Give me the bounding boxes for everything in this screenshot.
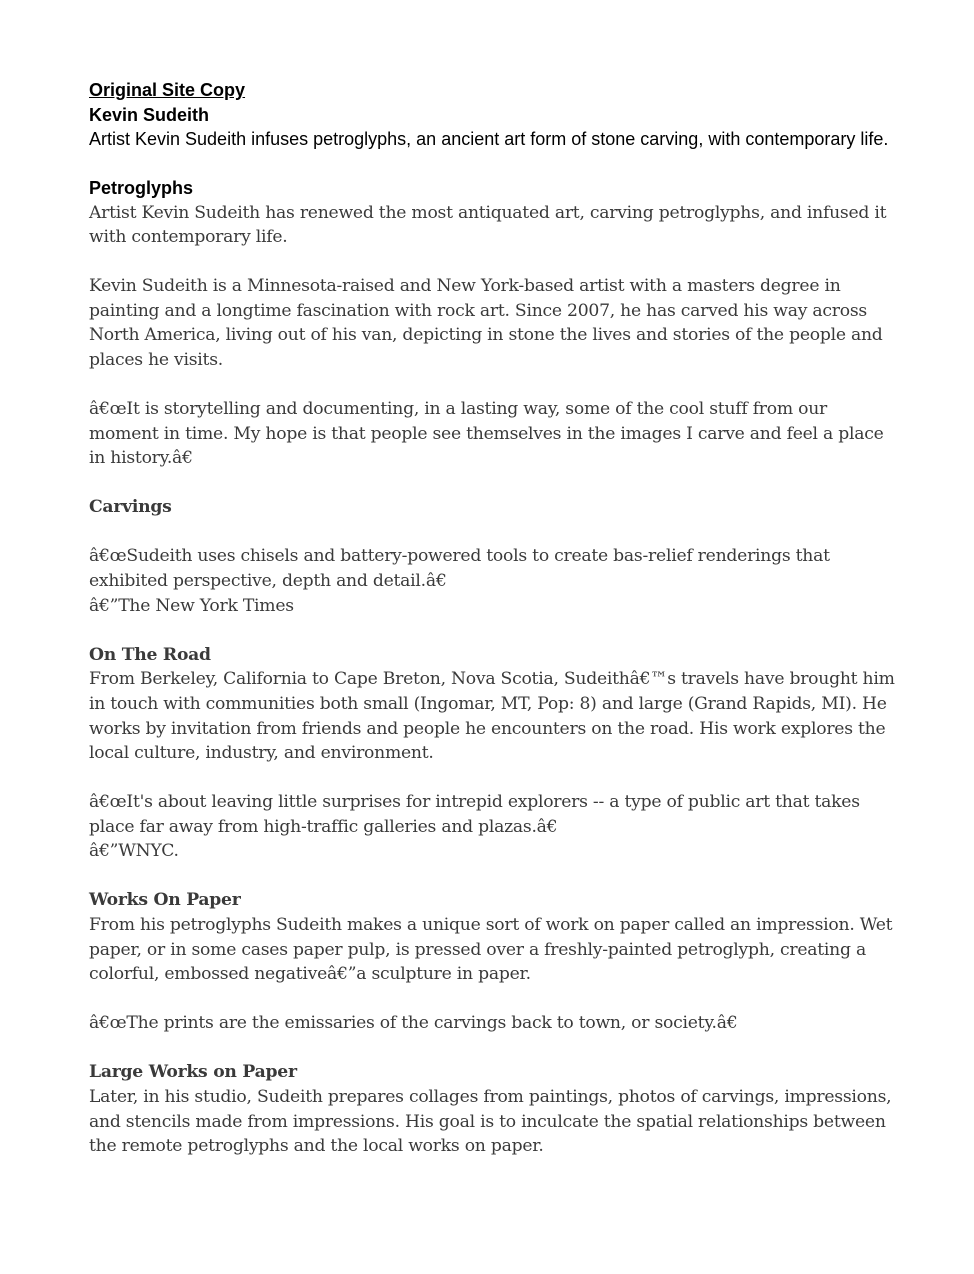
works-on-paper-quote: â€œThe prints are the emissaries of the carvings back to town, or society.â€: [89, 1013, 738, 1034]
works-on-paper-paragraph: From his petroglyphs Sudeith makes a unique sort of work on paper called an impression. Wet paper, or in some cases paper pulp, is pressed over a freshly-painted petroglyph, creating a colorful, embossed negativeâ€”a sculpture in paper.: [89, 915, 893, 985]
petroglyphs-paragraph-2: Kevin Sudeith is a Minnesota-raised and New York-based artist with a masters degree in painting and a longtime fascination with rock art. Since 2007, he has carved his way across North America, living out of his van, depicting in stone the lives and stories of the people and places he visits.: [89, 276, 883, 370]
petroglyphs-quote: â€œIt is storytelling and documenting, in a lasting way, some of the cool stuff from our moment in time. My hope is that people see themselves in the images I carve and feel a place in history.â€: [89, 399, 884, 469]
large-works-paragraph: Later, in his studio, Sudeith prepares collages from paintings, photos of carvings, impressions, and stencils made from impressions. His goal is to inculcate the spatial relationships between the remote petroglyphs and the local works on paper.: [89, 1087, 892, 1157]
on-the-road-paragraph: From Berkeley, California to Cape Breton, Nova Scotia, Sudeithâ€™s travels have brought him in touch with communities both small (Ingomar, MT, Pop: 8) and large (Grand Rapids, MI). He works by invitation from friends and people he encounters on the road. His work explores the local culture, industry, and environment.: [89, 669, 895, 764]
works-on-paper-heading: Works On Paper: [89, 890, 241, 911]
spacer: [89, 250, 899, 275]
spacer: [89, 520, 899, 545]
on-the-road-quote: â€œIt's about leaving little surprises for intrepid explorers -- a type of public art that takes place far away from high-traffic galleries and plazas.â€: [89, 792, 860, 837]
carvings-attribution: â€”The New York Times: [89, 595, 294, 616]
carvings-heading: Carvings: [89, 497, 172, 518]
document-page: [89, 78, 899, 1159]
spacer: [89, 1036, 899, 1061]
petroglyphs-paragraph-1: Artist Kevin Sudeith has renewed the most antiquated art, carving petroglyphs, and infused it with contemporary life.: [89, 202, 887, 248]
petroglyphs-heading: Petroglyphs: [89, 178, 194, 198]
carvings-quote: â€œSudeith uses chisels and battery-powered tools to create bas-relief renderings that exhibited perspective, depth and detail.â€: [89, 546, 830, 592]
tagline: Artist Kevin Sudeith infuses petroglyphs, an ancient art form of stone carving, with contemporary life.: [89, 129, 889, 149]
on-the-road-attribution: â€”WNYC.: [89, 841, 179, 862]
spacer: [89, 618, 899, 643]
spacer: [89, 152, 899, 177]
on-the-road-heading: On The Road: [89, 644, 211, 665]
artist-name: Kevin Sudeith: [89, 104, 210, 125]
spacer: [89, 864, 899, 889]
spacer: [89, 471, 899, 496]
large-works-heading: Large Works on Paper: [89, 1062, 297, 1083]
spacer: [89, 766, 899, 791]
spacer: [89, 373, 899, 398]
doc-label: Original Site Copy: [89, 80, 246, 100]
spacer: [89, 987, 899, 1012]
